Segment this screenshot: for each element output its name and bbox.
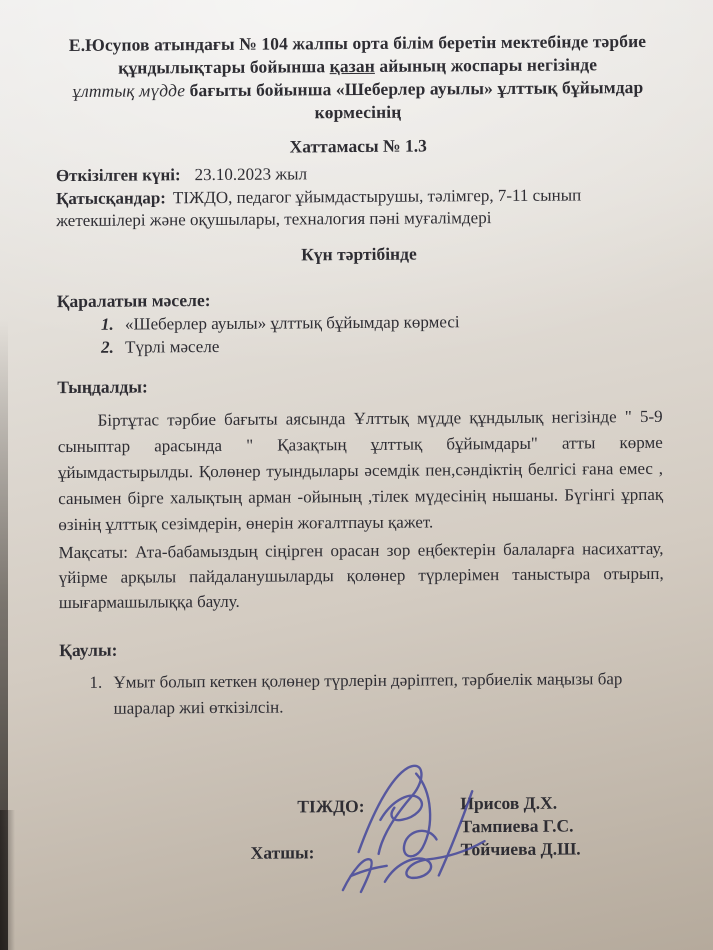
handwritten-signature [328,754,539,905]
attendees-value: ТІЖДО, педагог ұйымдастырушы, тәлімгер, 7-11 сынып жетекшілері және оқушылары, техналогия пәні муғалімдері [56,184,582,231]
heard-label: Тыңдалды: [57,375,148,397]
agenda-item-text: Түрлі мәселе [125,336,220,357]
title-line-3-rest: бағыты бойынша «Шеберлер ауылы» ұлттық бұйымдар [185,76,644,101]
issues-label: Қаралатын мәселе: [56,289,211,311]
meta-attendees-line [56,183,661,232]
signatory-name: Ирисов Д.Х. [460,792,558,813]
signatory-name: Тампиева Г.С. [460,814,574,836]
resolution-item-number: 1. [89,672,103,692]
underlined-month: қазан [329,55,375,77]
protocol-number: Хаттамасы № 1.3 [289,135,427,157]
agenda-item [101,331,662,358]
signature-block [60,757,666,941]
title-line-1: Е.Юсупов атындағы № 104 жалпы орта білім беретін мектебінде тәрбие [68,30,647,55]
resolution-label: Қаулы: [59,639,118,660]
direction-name-italic: ұлттық мүдде [72,80,186,101]
signatory-name: Тойчиева Д.Ш. [460,837,581,859]
agenda-item-text: «Шеберлер ауылы» ұлттық бұйымдар көрмесі [124,311,460,334]
title-line-3 [55,76,660,103]
secretary-role-label: Хатшы: [250,841,315,863]
agenda-item-number: 2. [101,337,114,357]
title-line-2-post: айының жоспары негізінде [374,54,598,76]
agenda-heading: Күн тәртібінде [301,243,417,264]
title-line-2-pre: құндылықтары бойынша [118,56,330,78]
agenda-item-number: 1. [100,314,114,334]
purpose-paragraph: Мақсаты: Ата-бабамыздың сіңірген орасан зор еңбектерін балаларға насихаттау, үйірме арқылы пайдаланушыларды қолөнер түрлерімен таныстыра отырып, шығармашылыққа баулу. [58,538,664,612]
date-label: Өткізілген күні: [55,165,181,186]
attendees-label: Қатысқандар: [55,187,166,208]
meta-section [56,161,661,233]
document-title [55,30,661,126]
date-value: 23.10.2023 жыл [194,164,308,185]
tizhdo-role-label: ТІЖДО: [297,795,365,816]
title-line-4: көрмесінің [314,101,402,123]
resolution-item [89,665,664,721]
resolution-item-text: Ұмыт болып кеткен қолөнер түрлерін дәріптеп, тәрбиелік маңызы бар шаралар жиі өткізілсін. [113,668,623,718]
heard-paragraph: Біртұтас тәрбие бағыты аясында Ұлттық мүдде құндылық негізінде " 5-9 сыныптар арасында " Қазақтың ұлттық бұйымдары" атты көрме ұйымдастырылды. Қолөнер туындылары әсемдік пен,сәндіктің белгісі ғана емес , санымен бірге халықтың арман -ойының ,тілек мүдесінің нышаны. Бүгінгі ұрпақ өзінің ұлттық сезімдерін, өнерін жоғалтпауы қажет. [57,406,664,534]
